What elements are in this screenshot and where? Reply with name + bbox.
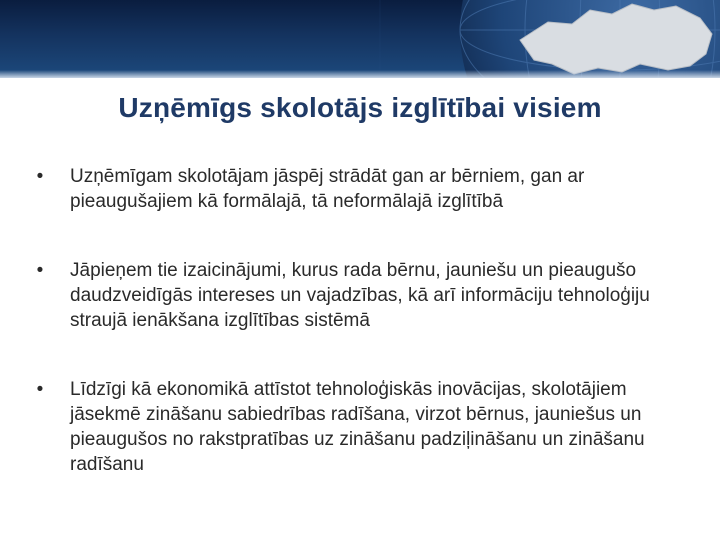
slide-title: Uzņēmīgs skolotājs izglītībai visiem <box>118 92 602 123</box>
bullet-marker: • <box>36 260 44 281</box>
bullet-item <box>30 377 670 477</box>
bullet-text: Uzņēmīgam skolotājam jāspēj strādāt gan ar bērniem, gan ar pieaugušajiem kā formālajā, tā neformālajā izglītībā <box>70 166 585 212</box>
header-banner <box>0 0 720 78</box>
bullet-marker: • <box>36 379 44 400</box>
bullet-text: Jāpieņem tie izaicinājumi, kurus rada bērnu, jauniešu un pieaugušo daudzveidīgās intereses un vajadzības, kā arī informāciju tehnoloģiju straujā ienākšana izglītības sistēmā <box>70 260 650 331</box>
bullet-item <box>30 258 670 333</box>
bullet-marker: • <box>36 166 44 187</box>
banner-fade <box>0 70 720 78</box>
bullet-item <box>30 164 670 214</box>
bullet-list <box>30 164 670 477</box>
globe-map-graphic <box>0 0 720 78</box>
bullet-text: Līdzīgi kā ekonomikā attīstot tehnoloģiskās inovācijas, skolotājiem jāsekmē zināšanu sabiedrības radīšana, virzot bērnus, jauniešus un pieaugušos no rakstpratības uz zināšanu padziļināšanu un zināšanu radīšanu <box>70 379 645 475</box>
